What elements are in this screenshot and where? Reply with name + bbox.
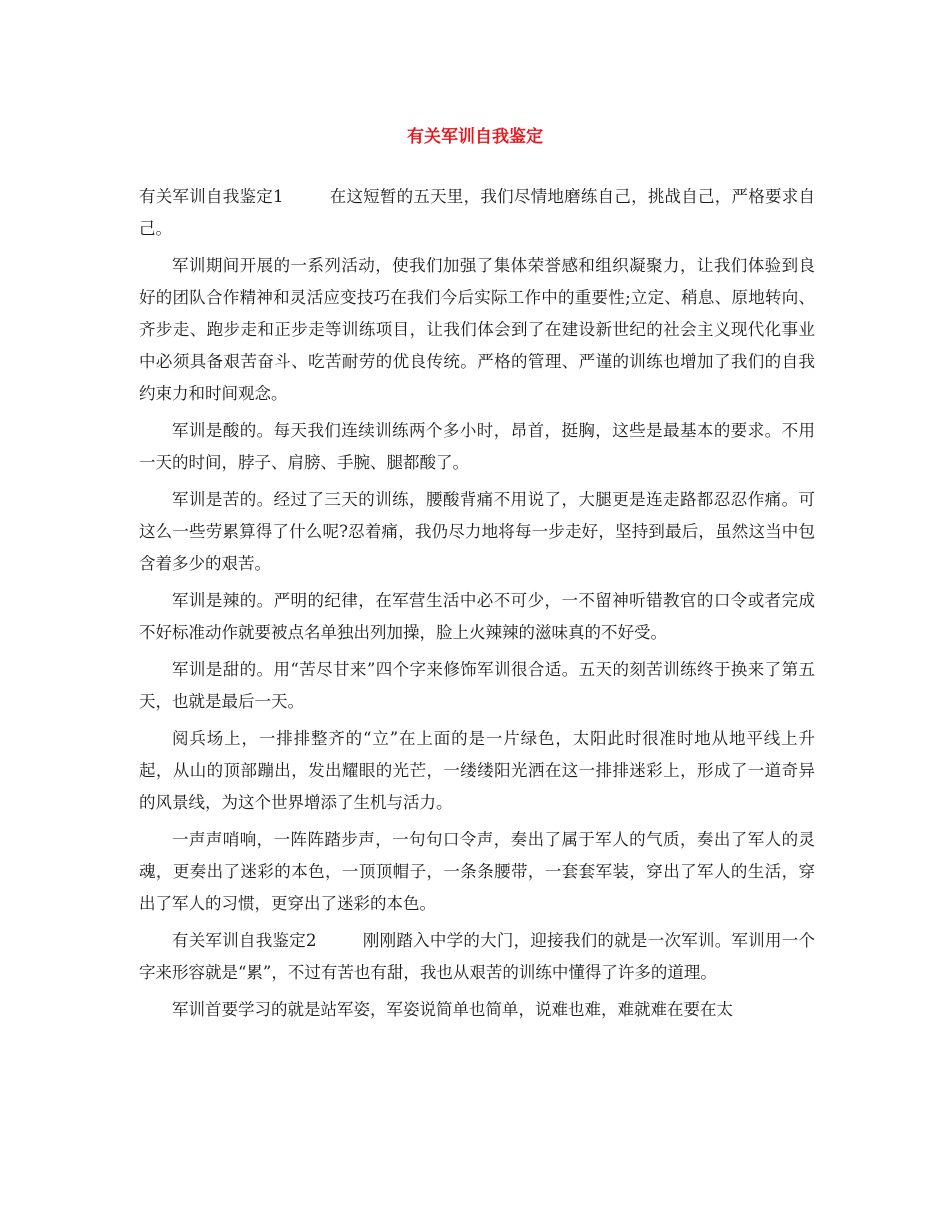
paragraph-1: [139, 181, 815, 245]
page-title: 有关军训自我鉴定: [407, 127, 543, 147]
paragraph-text: 刚刚踏入中学的大门，迎接我们的就是一次军训。军训用一个字来形容就是“累”，不过有苦也有甜，我也从艰苦的训练中懂得了许多的道理。: [139, 931, 816, 982]
section-heading-1: 有关军训自我鉴定1: [139, 187, 284, 206]
paragraph-3: 军训是酸的。每天我们连续训练两个多小时，昂首，挺胸，这些是最基本的要求。不用一天的时间，脖子、肩膀、手腕、腿都酸了。: [139, 421, 815, 472]
paragraph-text: 在这短暂的五天里，我们尽情地磨练自己，挑战自己，严格要求自己。: [139, 187, 816, 238]
paragraph-6: 军训是甜的。用“苦尽甘来”四个字来修饰军训很合适。五天的刻苦训练终于换来了第五天，也就是最后一天。: [139, 660, 815, 711]
document-body: [139, 181, 815, 1031]
paragraph-4: 军训是苦的。经过了三天的训练，腰酸背痛不用说了，大腿更是连走路都忍忍作痛。可这么一些劳累算得了什么呢?忍着痛，我仍尽力地将每一步走好，坚持到最后，虽然这当中包含着多少的艰苦。: [139, 490, 815, 573]
paragraph-7: 阅兵场上，一排排整齐的“立”在上面的是一片绿色，太阳此时很准时地从地平线上升起，从山的顶部蹦出，发出耀眼的光芒，一缕缕阳光洒在这一排排迷彩上，形成了一道奇异的风景线，为这个世界增添了生机与活力。: [139, 729, 815, 812]
section-heading-2: 有关军训自我鉴定2: [172, 931, 317, 950]
paragraph-5: 军训是辣的。严明的纪律，在军营生活中必不可少，一不留神听错教官的口令或者完成不好标准动作就要被点名单独出列加操，脸上火辣辣的滋味真的不好受。: [139, 591, 815, 642]
paragraph-2: 军训期间开展的一系列活动，使我们加强了集体荣誉感和组织凝聚力，让我们体验到良好的团队合作精神和灵活应变技巧在我们今后实际工作中的重要性;立定、稍息、原地转向、齐步走、跑步走和正步走等训练项目，让我们体会到了在建设新世纪的社会主义现代化事业中必须具备艰苦奋斗、吃苦耐劳的优良传统。严格的管理、严谨的训练也增加了我们的自我约束力和时间观念。: [139, 256, 815, 403]
paragraph-10: 军训首要学习的就是站军姿，军姿说简单也简单，说难也难，难就难在要在太: [172, 1000, 733, 1019]
paragraph-8: 一声声哨响，一阵阵踏步声，一句句口令声，奏出了属于军人的气质，奏出了军人的灵魂，更奏出了迷彩的本色，一顶顶帽子，一条条腰带，一套套军装，穿出了军人的生活，穿出了军人的习惯，更穿出了迷彩的本色。: [139, 830, 815, 913]
paragraph-9: [139, 925, 815, 989]
